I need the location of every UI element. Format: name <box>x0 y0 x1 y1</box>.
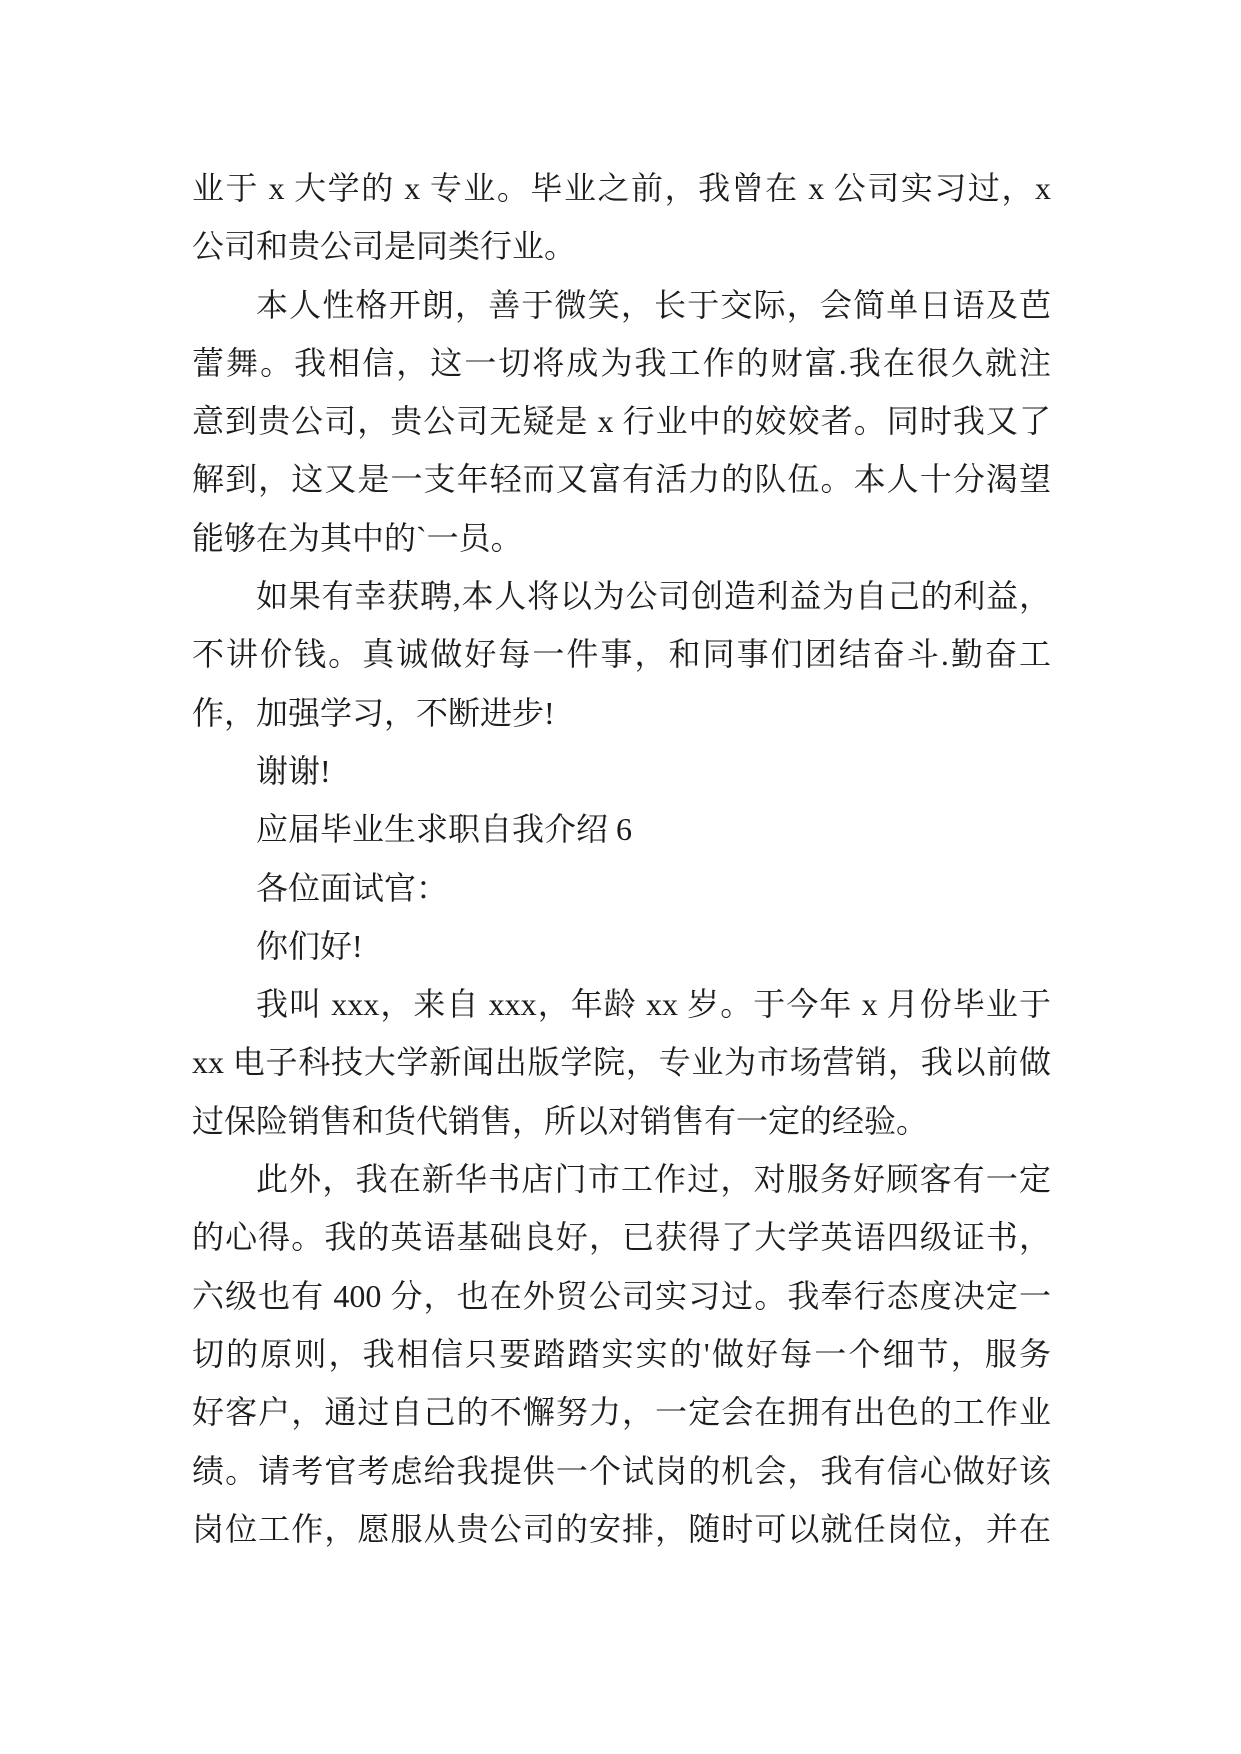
text-line: 意到贵公司，贵公司无疑是 x 行业中的姣姣者。同时我又了 <box>192 403 1051 440</box>
text-line: 岗位工作，愿服从贵公司的安排，随时可以就任岗位，并在 <box>192 1510 1051 1547</box>
text-line: 切的原则，我相信只要踏踏实实的'做好每一个细节，服务 <box>192 1335 1051 1372</box>
text-line: xx 电子科技大学新闻出版学院，专业为市场营销，我以前做 <box>192 1044 1051 1081</box>
text-line: 绩。请考官考虑给我提供一个试岗的机会，我有信心做好该 <box>192 1452 1051 1489</box>
text-line: 你们好! <box>256 927 363 964</box>
text-line: 蕾舞。我相信，这一切将成为我工作的财富.我在很久就注 <box>192 344 1051 381</box>
paragraph-personality <box>192 276 1051 567</box>
text-line: 能够在为其中的`一员。 <box>192 519 523 556</box>
text-line: 我叫 xxx，来自 xxx，年龄 xx 岁。于今年 x 月份毕业于 <box>256 986 1051 1023</box>
text-line: 业于 x 大学的 x 专业。毕业之前，我曾在 x 公司实习过，x <box>192 170 1051 206</box>
section-title-text: 应届毕业生求职自我介绍 6 <box>256 811 633 848</box>
text-line: 公司和贵公司是同类行业。 <box>192 228 577 265</box>
body-text <box>192 159 1051 1558</box>
text-line: 本人性格开朗，善于微笑，长于交际，会简单日语及芭 <box>256 286 1051 323</box>
text-line: 的心得。我的英语基础良好，已获得了大学英语四级证书， <box>192 1219 1051 1256</box>
paragraph-thanks <box>192 742 1051 800</box>
text-line: 作，加强学习，不断进步! <box>192 694 555 731</box>
paragraph-continuation <box>192 159 1051 276</box>
salutation <box>192 859 1051 917</box>
text-line: 如果有幸获聘,本人将以为公司创造利益为自己的利益， <box>256 578 1051 615</box>
text-line: 六级也有 400 分，也在外贸公司实习过。我奉行态度决定一 <box>192 1277 1051 1314</box>
greeting <box>192 917 1051 975</box>
paragraph-introduction <box>192 975 1051 1150</box>
text-line: 不讲价钱。真诚做好每一件事，和同事们团结奋斗.勤奋工 <box>192 636 1051 673</box>
text-line: 好客户，通过自己的不懈努力，一定会在拥有出色的工作业 <box>192 1394 1051 1431</box>
text-line: 过保险销售和货代销售，所以对销售有一定的经验。 <box>192 1102 929 1139</box>
text-line: 各位面试官： <box>256 869 449 906</box>
text-line: 解到，这又是一支年轻而又富有活力的队伍。本人十分渴望 <box>192 461 1051 498</box>
paragraph-experience <box>192 1150 1051 1558</box>
section-title <box>192 800 1051 858</box>
text-line: 此外，我在新华书店门市工作过，对服务好顾客有一定 <box>256 1161 1051 1198</box>
text-line: 谢谢! <box>256 752 331 789</box>
paragraph-commitment <box>192 567 1051 742</box>
